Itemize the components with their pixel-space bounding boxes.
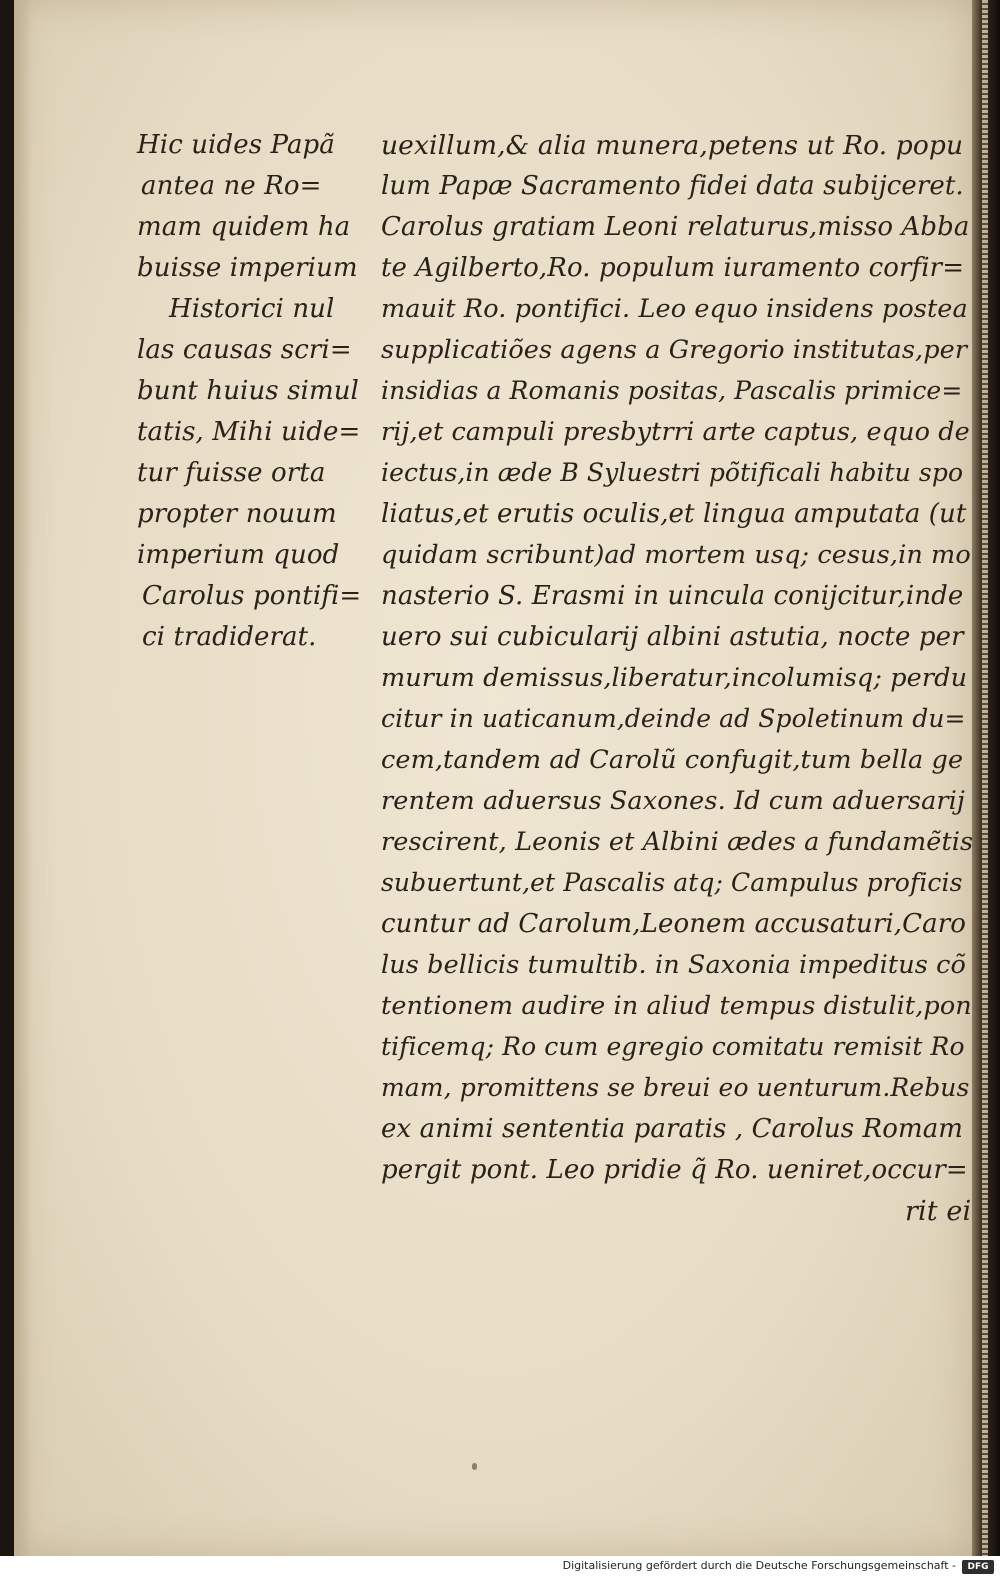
main-text-line: tificemq; Ro cum egregio comitatu remisit Ro (381, 1032, 965, 1061)
main-text-line: tentionem audire in aliud tempus distulit,pon (381, 991, 972, 1021)
marginal-note-line: tatis, Mihi uide= (137, 417, 361, 447)
ink-smudge (472, 1463, 477, 1470)
marginal-note-line: bunt huius simul (137, 376, 359, 406)
main-text-line: cuntur ad Carolum,Leonem accusaturi,Caro (381, 909, 967, 939)
digitization-footer (0, 1556, 1000, 1578)
marginal-note-line: propter nouum (137, 499, 337, 529)
main-text-line: uexillum,& alia munera,petens ut Ro. popu (381, 130, 964, 161)
main-text-line: quidam scribunt)ad mortem usq; cesus,in mo (381, 540, 971, 570)
marginal-note-line: buisse imperium (137, 253, 358, 283)
marginal-note-line: antea ne Ro= (141, 171, 322, 201)
main-text-line: rentem aduersus Saxones. Id cum aduersarij (381, 786, 965, 816)
marginal-note-line: Carolus pontifi= (142, 581, 362, 611)
marginal-note-line: mam quidem ha (137, 212, 351, 242)
main-text-line: nasterio S. Erasmi in uincula conijcitur,inde (381, 581, 964, 611)
main-text-line: ex animi sententia paratis , Carolus Romam (381, 1114, 964, 1144)
marginal-note-line: tur fuisse orta (137, 458, 326, 488)
main-text-line: citur in uaticanum,deinde ad Spoletinum du= (381, 704, 966, 733)
main-text-line: rij,et campuli presbytrri arte captus, equo de (381, 417, 970, 447)
marginal-note-line: ci tradiderat. (142, 622, 317, 652)
main-text-line: uero sui cubicularij albini astutia, nocte per (381, 622, 964, 652)
main-text-line: supplicatiões agens a Gregorio institutas,per (381, 335, 968, 365)
main-text-line: insidias a Romanis positas, Pascalis primice= (381, 376, 963, 405)
main-text-line: subuertunt,et Pascalis atq; Campulus proficis (381, 868, 963, 897)
catchword: rit ei (905, 1196, 972, 1227)
main-text-line: cem,tandem ad Carolũ confugit,tum bella ge (381, 745, 964, 775)
main-text-line: liatus,et erutis oculis,et lingua amputata (ut (381, 499, 967, 529)
dfg-logo-icon: DFG (962, 1560, 994, 1574)
page-stack-edge (982, 0, 988, 1556)
main-text-line: murum demissus,liberatur,incolumisq; perdu (381, 663, 968, 693)
marginal-note-line: Historici nul (169, 294, 335, 324)
main-text-line: te Agilberto,Ro. populum iuramento corfir= (381, 253, 965, 283)
main-text-line: lus bellicis tumultib. in Saxonia impeditus cõ (381, 950, 966, 980)
main-text-line: lum Papæ Sacramento fidei data subijceret. (381, 171, 964, 201)
marginal-note-line: Hic uides Papã (137, 130, 335, 160)
funding-notice: Digitalisierung gefördert durch die Deutsche Forschungsgemeinschaft - (562, 1559, 956, 1572)
main-text-line: mauit Ro. pontifici. Leo equo insidens postea (381, 294, 968, 324)
marginal-note (137, 130, 373, 690)
main-text-line: pergit pont. Leo pridie q̃ Ro. ueniret,occur= (381, 1155, 968, 1185)
main-text-line: rescirent, Leonis et Albini ædes a fundamẽtis (381, 827, 974, 857)
main-text-line: mam, promittens se breui eo uenturum.Rebus (381, 1073, 970, 1102)
main-text-line: Carolus gratiam Leoni relaturus,misso Abba (381, 212, 970, 242)
paper-left-edge (14, 0, 32, 1556)
marginal-note-line: imperium quod (137, 540, 340, 570)
main-text-block (381, 130, 973, 1290)
marginal-note-line: las causas scri= (137, 335, 352, 365)
main-text-line: iectus,in æde B Syluestri põtificali habitu spo (381, 458, 964, 487)
